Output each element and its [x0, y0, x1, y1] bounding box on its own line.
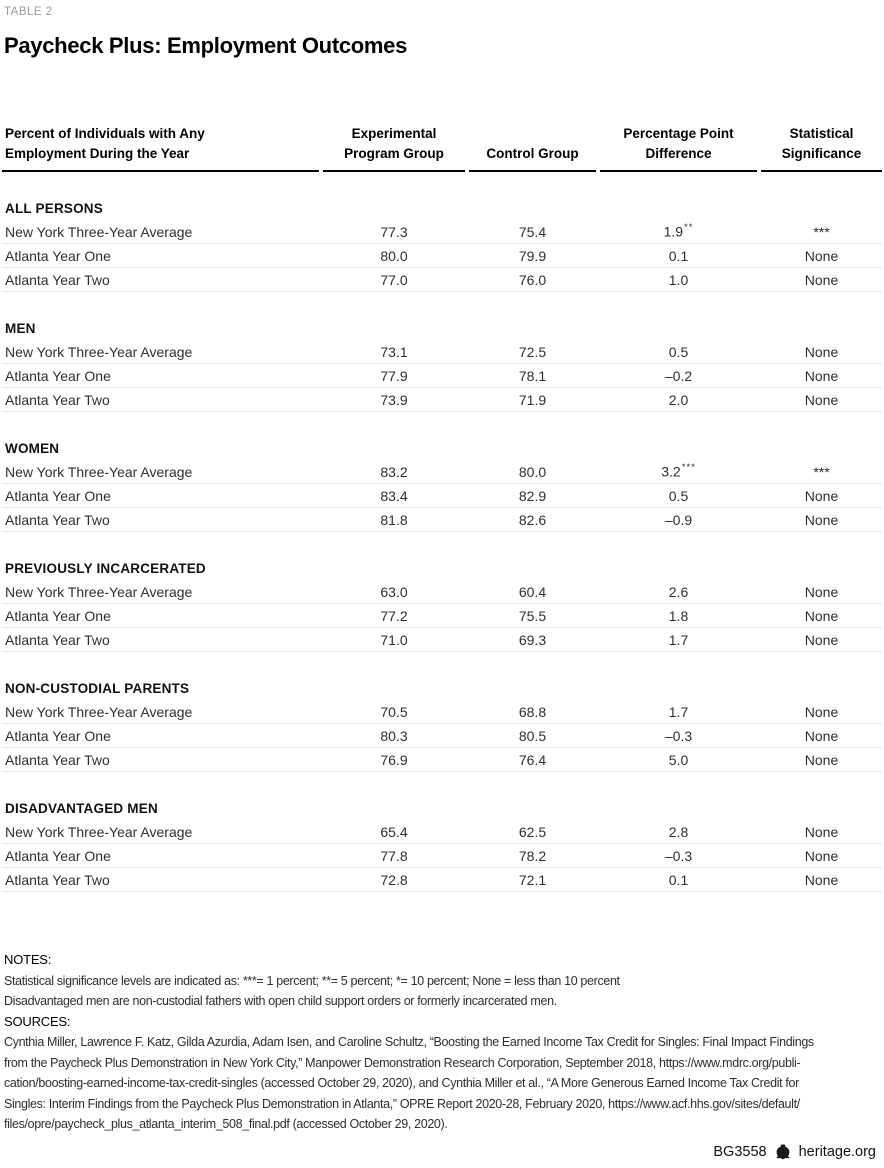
control-group-value: 80.0	[518, 463, 547, 480]
table-section	[2, 676, 882, 772]
significance-value: None	[804, 271, 839, 288]
significance-value: None	[804, 247, 839, 264]
table-row	[2, 748, 882, 772]
difference-value: 0.5	[668, 487, 689, 504]
program-group-value: 80.0	[380, 247, 408, 264]
control-group-value: 72.5	[518, 343, 547, 360]
page-title: Paycheck Plus: Employment Outcomes	[4, 33, 408, 58]
program-group-value: 71.0	[380, 631, 408, 648]
significance-value: None	[804, 487, 839, 504]
difference-value: 0.1	[668, 871, 689, 888]
table-section	[2, 316, 882, 412]
control-group-value: 71.9	[518, 391, 547, 408]
program-group-value: 77.0	[380, 271, 408, 288]
column-header-line: Statistical	[789, 126, 854, 141]
notes-heading: NOTES:	[4, 952, 52, 967]
column-header-line: Significance	[781, 146, 862, 161]
table-row	[2, 340, 882, 364]
program-group-value: 70.5	[380, 703, 408, 720]
difference-value: –0.3	[664, 847, 693, 864]
table-header-row	[2, 124, 882, 172]
control-group-value: 78.2	[518, 847, 547, 864]
program-group-value: 77.8	[380, 847, 408, 864]
table-row	[2, 844, 882, 868]
source-line: cation/boosting-earned-income-tax-credit-singles (accessed October 29, 2020), and Cynthia Miller et al., “A More Generous Earned Income Tax Credit for	[4, 1076, 799, 1090]
section-header: ALL PERSONS	[5, 201, 103, 216]
table-row	[2, 868, 882, 892]
section-header: WOMEN	[5, 441, 60, 456]
table-section	[2, 196, 882, 292]
control-group-value: 60.4	[518, 583, 547, 600]
significance-value: None	[804, 583, 839, 600]
table-section	[2, 556, 882, 652]
significance-value: None	[804, 871, 839, 888]
source-line: Singles: Interim Findings from the Paycheck Plus Demonstration in Atlanta,” OPRE Report 2020-28, February 2020, https://www.acf.hhs.gov/sites/default/	[4, 1096, 800, 1111]
source-line: Cynthia Miller, Lawrence F. Katz, Gilda Azurdia, Adam Isen, and Caroline Schultz, “Boosting the Earned Income Tax Credit for Singles: Final Impact Findings	[4, 1035, 814, 1049]
sources-heading: SOURCES:	[4, 1013, 71, 1029]
program-group-value: 77.9	[380, 367, 408, 384]
row-label: Atlanta Year Two	[5, 271, 110, 288]
program-group-value: 72.8	[380, 871, 408, 888]
control-group-value: 75.5	[518, 607, 547, 624]
table-number-label: TABLE 2	[4, 6, 53, 18]
program-group-value: 73.9	[380, 391, 408, 408]
source-line: files/opre/paycheck_plus_atlanta_interim_508_final.pdf (accessed October 29, 2020).	[4, 1117, 448, 1131]
difference-value: 5.0	[668, 751, 689, 768]
significance-stars-icon: **	[684, 222, 694, 234]
program-group-value: 77.2	[380, 607, 408, 624]
page-footer	[713, 1144, 876, 1160]
table-row	[2, 700, 882, 724]
table-row	[2, 268, 882, 292]
table-row	[2, 604, 882, 628]
difference-value: 1.0	[668, 271, 689, 288]
table-row	[2, 724, 882, 748]
significance-value: None	[804, 751, 839, 768]
document-id: BG3558	[713, 1144, 767, 1160]
row-label: Atlanta Year Two	[5, 871, 110, 888]
notes-lines	[4, 971, 882, 1012]
control-group-value: 78.1	[518, 367, 547, 384]
table-row	[2, 364, 882, 388]
column-header-control-group	[469, 124, 596, 172]
program-group-value: 63.0	[380, 583, 408, 600]
row-label: Atlanta Year Two	[5, 751, 110, 768]
row-label: Atlanta Year Two	[5, 511, 110, 528]
significance-value: ***	[813, 463, 830, 480]
website-text: heritage.org	[798, 1144, 876, 1160]
row-label: Atlanta Year One	[5, 247, 111, 264]
table-row	[2, 244, 882, 268]
significance-value: None	[804, 823, 839, 840]
table-section	[2, 436, 882, 532]
difference-value: –0.9	[664, 511, 693, 528]
control-group-value: 72.1	[518, 871, 547, 888]
control-group-value: 76.0	[518, 271, 547, 288]
significance-value: None	[804, 631, 839, 648]
program-group-value: 81.8	[380, 511, 408, 528]
control-group-value: 76.4	[518, 751, 547, 768]
row-label: New York Three-Year Average	[5, 703, 193, 720]
column-header-line: Percentage Point	[623, 126, 734, 141]
section-header: DISADVANTAGED MEN	[5, 801, 158, 816]
significance-value: None	[804, 847, 839, 864]
column-header-line: Program Group	[344, 146, 444, 161]
control-group-value: 75.4	[518, 223, 547, 240]
column-header-line: Employment During the Year	[5, 146, 190, 161]
row-label: New York Three-Year Average	[5, 463, 193, 480]
section-header: MEN	[5, 321, 36, 336]
control-group-value: 82.6	[518, 511, 547, 528]
table-row	[2, 820, 882, 844]
column-header-significance	[761, 124, 882, 172]
significance-value: None	[804, 607, 839, 624]
significance-value: None	[804, 343, 839, 360]
significance-value: None	[804, 367, 839, 384]
column-header-row-label	[2, 124, 319, 172]
row-label: Atlanta Year Two	[5, 631, 110, 648]
difference-value: 1.7	[668, 703, 689, 720]
program-group-value: 83.4	[380, 487, 408, 504]
table-section	[2, 796, 882, 892]
row-label: Atlanta Year One	[5, 487, 111, 504]
notes-sources-block	[4, 950, 882, 1135]
table-row	[2, 388, 882, 412]
table-row	[2, 220, 882, 244]
row-label: Atlanta Year One	[5, 727, 111, 744]
difference-value: 0.5	[668, 343, 689, 360]
table-row	[2, 460, 882, 484]
control-group-value: 79.9	[518, 247, 547, 264]
row-label: New York Three-Year Average	[5, 223, 193, 240]
significance-stars-icon: ***	[681, 462, 696, 474]
table-row	[2, 484, 882, 508]
significance-value: None	[804, 703, 839, 720]
significance-value: None	[804, 727, 839, 744]
row-label: Atlanta Year One	[5, 607, 111, 624]
difference-value: 0.1	[668, 247, 689, 264]
row-label: New York Three-Year Average	[5, 583, 193, 600]
column-header-difference	[600, 124, 757, 172]
difference-value: 3.2***	[661, 462, 696, 480]
column-header-line: Difference	[645, 146, 712, 161]
control-group-value: 82.9	[518, 487, 547, 504]
row-label: Atlanta Year One	[5, 847, 111, 864]
row-label: New York Three-Year Average	[5, 823, 193, 840]
difference-value: –0.3	[664, 727, 693, 744]
program-group-value: 80.3	[380, 727, 408, 744]
difference-value: –0.2	[664, 367, 693, 384]
control-group-value: 69.3	[518, 631, 547, 648]
program-group-value: 73.1	[380, 343, 408, 360]
row-label: New York Three-Year Average	[5, 343, 193, 360]
employment-outcomes-table	[2, 124, 882, 892]
column-header-program-group	[323, 124, 465, 172]
difference-value: 1.7	[668, 631, 689, 648]
table-row	[2, 580, 882, 604]
column-header-line: Percent of Individuals with Any	[5, 126, 205, 141]
heritage-liberty-bell-icon	[774, 1144, 792, 1160]
significance-value: None	[804, 511, 839, 528]
control-group-value: 62.5	[518, 823, 547, 840]
table-row	[2, 508, 882, 532]
table-body	[2, 196, 882, 892]
table-row	[2, 628, 882, 652]
program-group-value: 65.4	[380, 823, 408, 840]
section-header: PREVIOUSLY INCARCERATED	[5, 561, 206, 576]
row-label: Atlanta Year One	[5, 367, 111, 384]
difference-value: 1.9**	[663, 222, 694, 240]
column-header-line: Experimental	[351, 126, 437, 141]
sources-lines	[4, 1032, 882, 1135]
significance-value: ***	[813, 223, 830, 240]
difference-value: 2.8	[668, 823, 689, 840]
control-group-value: 80.5	[518, 727, 547, 744]
program-group-value: 83.2	[380, 463, 408, 480]
program-group-value: 76.9	[380, 751, 408, 768]
significance-value: None	[804, 391, 839, 408]
row-label: Atlanta Year Two	[5, 391, 110, 408]
section-header: NON-CUSTODIAL PARENTS	[5, 681, 190, 696]
note-line: Disadvantaged men are non-custodial fathers with open child support orders or formerly incarcerated men.	[4, 994, 557, 1008]
difference-value: 2.0	[668, 391, 689, 408]
difference-value: 1.8	[668, 607, 689, 624]
note-line: Statistical significance levels are indicated as: ***= 1 percent; **= 5 percent; *= 10 percent; None = less than 10 percent	[4, 973, 620, 988]
control-group-value: 68.8	[518, 703, 547, 720]
column-header-line: Control Group	[486, 146, 579, 161]
difference-value: 2.6	[668, 583, 689, 600]
source-line: from the Paycheck Plus Demonstration in New York City,” Manpower Demonstration Research Corporation, September 2018, https://www.mdrc.org/publi-	[4, 1055, 801, 1070]
program-group-value: 77.3	[380, 223, 408, 240]
